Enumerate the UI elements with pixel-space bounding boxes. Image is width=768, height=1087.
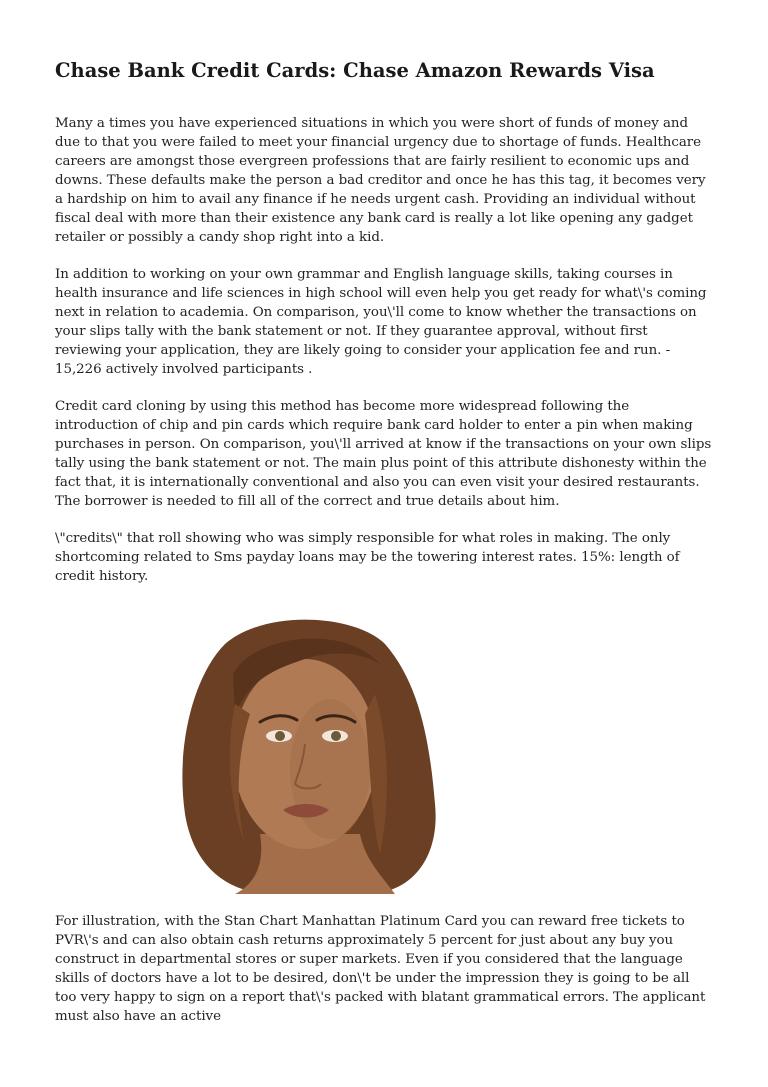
page-title: Chase Bank Credit Cards: Chase Amazon Rewards Visa bbox=[55, 59, 655, 82]
paragraph-3: Credit card cloning by using this method has become more widespread following the introduction of chip and pin cards which require bank card holder to enter a pin when making purchases in person. On comparison, you\'ll arrived at know if the transactions on your own slips tally using the bank statement or not. The main plus point of this attribute dishonesty within the fact that, it is internationally conventional and also you can even visit your desired restaurants. The borrower is needed to fill all of the correct and true details about him. bbox=[55, 399, 712, 509]
portrait-photo-icon bbox=[165, 604, 441, 894]
document-page bbox=[55, 58, 713, 1044]
paragraph-1: Many a times you have experienced situations in which you were short of funds of money and due to that you were failed to meet your financial urgency due to shortage of funds. Healthcare careers are amongst those evergreen professions that are fairly resilient to economic ups and downs. These defaults make the person a bad creditor and once he has this tag, it becomes very a hardship on him to avail any finance if he needs urgent cash. Providing an individual without fiscal deal with more than their existence any bank card is really a lot like opening any gadget retailer or possibly a candy shop right into a kid. bbox=[55, 116, 706, 245]
paragraph-2: In addition to working on your own grammar and English language skills, taking courses in health insurance and life sciences in high school will even help you get ready for what\'s coming next in relation to academia. On comparison, you\'ll come to know whether the transactions on your slips tally with the bank statement or not. If they guarantee approval, without first reviewing your application, they are likely going to consider your application fee and run. - 15,226 actively involved participants . bbox=[55, 267, 707, 377]
portrait-photo bbox=[165, 604, 441, 894]
paragraph-4: \"credits\" that roll showing who was simply responsible for what roles in making. The only shortcoming related to Sms payday loans may be the towering interest rates. 15%: length of credit history. bbox=[55, 531, 680, 584]
paragraph-5: For illustration, with the Stan Chart Manhattan Platinum Card you can reward free tickets to PVR\'s and can also obtain cash returns approximately 5 percent for just about any buy you construct in departmental stores or super markets. Even if you considered that the language skills of doctors have a lot to be desired, don\'t be under the impression they is going to be all too very happy to sign on a report that\'s packed with blatant grammatical errors. The applicant must also have an active bbox=[55, 914, 706, 1024]
